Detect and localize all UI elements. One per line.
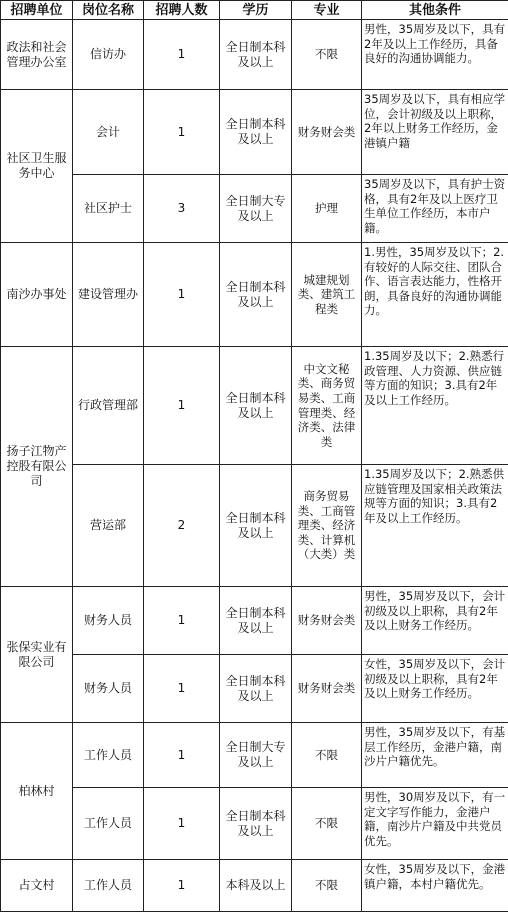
- major-cell: 财务财会类: [292, 587, 362, 655]
- table-row: [1, 175, 508, 243]
- education-cell: 全日制本科及以上: [220, 587, 292, 655]
- unit-cell: 占文村: [1, 860, 73, 912]
- header-count: 招聘人数: [144, 1, 220, 20]
- table-row: [1, 90, 508, 175]
- conditions-cell: 男性，35周岁及以下，具有2年及以上工作经历，具备良好的沟通协调能力。: [362, 20, 508, 90]
- major-cell: 不限: [292, 860, 362, 912]
- conditions-cell: 女性，35周岁及以下，金港镇户籍，本村户籍优先。: [362, 860, 508, 912]
- position-cell: 建设管理办: [73, 243, 144, 347]
- education-cell: 全日制大专及以上: [220, 723, 292, 788]
- table-row: [1, 347, 508, 465]
- conditions-cell: 1.35周岁及以下；2.熟悉供应链管理及国家相关政策法规等方面的知识；3.具有2年及以上工作经历。: [362, 465, 508, 587]
- education-cell: 全日制本科及以上: [220, 788, 292, 860]
- header-major: 专业: [292, 1, 362, 20]
- position-cell: 财务人员: [73, 655, 144, 723]
- table-row: [1, 860, 508, 912]
- position-cell: 工作人员: [73, 860, 144, 912]
- conditions-cell: 35周岁及以下，具有护士资格，具有2年及以上医疗卫生单位工作经历，本市户籍。: [362, 175, 508, 243]
- position-cell: 社区护士: [73, 175, 144, 243]
- position-cell: 工作人员: [73, 788, 144, 860]
- count-cell: 1: [144, 347, 220, 465]
- count-cell: 3: [144, 175, 220, 243]
- education-cell: 全日制本科及以上: [220, 20, 292, 90]
- major-cell: 财务财会类: [292, 655, 362, 723]
- count-cell: 1: [144, 655, 220, 723]
- count-cell: 2: [144, 465, 220, 587]
- position-cell: 信访办: [73, 20, 144, 90]
- count-cell: 1: [144, 723, 220, 788]
- major-cell: 中文文秘类、商务贸易类、工商管理类、经济类、法律类: [292, 347, 362, 465]
- count-cell: 1: [144, 587, 220, 655]
- table-row: [1, 655, 508, 723]
- conditions-cell: 男性，35周岁及以下，有基层工作经历，金港户籍，南沙片户籍优先。: [362, 723, 508, 788]
- table-row: [1, 20, 508, 90]
- major-cell: 不限: [292, 20, 362, 90]
- conditions-cell: 1.35周岁及以下；2.熟悉行政管理、人力资源、供应链等方面的知识；3.具有2年及以上工作经历。: [362, 347, 508, 465]
- education-cell: 全日制本科及以上: [220, 243, 292, 347]
- position-cell: 工作人员: [73, 723, 144, 788]
- position-cell: 行政管理部: [73, 347, 144, 465]
- table-row: [1, 788, 508, 860]
- major-cell: 不限: [292, 788, 362, 860]
- unit-cell: 张保实业有限公司: [1, 587, 73, 723]
- count-cell: 1: [144, 20, 220, 90]
- major-cell: 不限: [292, 723, 362, 788]
- position-cell: 财务人员: [73, 587, 144, 655]
- major-cell: 城建规划类、建筑工程类: [292, 243, 362, 347]
- header-row: [1, 1, 508, 20]
- count-cell: 1: [144, 860, 220, 912]
- header-unit: 招聘单位: [1, 1, 73, 20]
- table-row: [1, 465, 508, 587]
- table-row: [1, 587, 508, 655]
- education-cell: 全日制本科及以上: [220, 347, 292, 465]
- table-row: [1, 723, 508, 788]
- count-cell: 1: [144, 90, 220, 175]
- education-cell: 全日制本科及以上: [220, 465, 292, 587]
- major-cell: 商务贸易类、工商管理类、经济类、计算机（大类）类: [292, 465, 362, 587]
- education-cell: 本科及以上: [220, 860, 292, 912]
- conditions-cell: 男性，30周岁及以下，有一定文字写作能力，金港户籍，南沙片户籍及中共党员优先。: [362, 788, 508, 860]
- position-cell: 会计: [73, 90, 144, 175]
- education-cell: 全日制本科及以上: [220, 655, 292, 723]
- header-conditions: 其他条件: [362, 1, 508, 20]
- unit-cell: 扬子江物产控股有限公司: [1, 347, 73, 587]
- education-cell: 全日制本科及以上: [220, 90, 292, 175]
- education-cell: 全日制大专及以上: [220, 175, 292, 243]
- conditions-cell: 女性，35周岁及以下，会计初级及以上职称，具有2年及以上财务工作经历。: [362, 655, 508, 723]
- position-cell: 营运部: [73, 465, 144, 587]
- unit-cell: 政法和社会管理办公室: [1, 20, 73, 90]
- conditions-cell: 男性，35周岁及以下，会计初级及以上职称，具有2年及以上财务工作经历。: [362, 587, 508, 655]
- major-cell: 护理: [292, 175, 362, 243]
- unit-cell: 柏林村: [1, 723, 73, 860]
- major-cell: 财务财会类: [292, 90, 362, 175]
- count-cell: 1: [144, 243, 220, 347]
- unit-cell: 南沙办事处: [1, 243, 73, 347]
- header-education: 学历: [220, 1, 292, 20]
- conditions-cell: 35周岁及以下，具有相应学位，会计初级及以上职称，2年以上财务工作经历，金港镇户籍: [362, 90, 508, 175]
- unit-cell: 社区卫生服务中心: [1, 90, 73, 243]
- table-row: [1, 243, 508, 347]
- header-position: 岗位名称: [73, 1, 144, 20]
- count-cell: 1: [144, 788, 220, 860]
- conditions-cell: 1.男性，35周岁及以下；2.有较好的人际交往、团队合作、语言表达能力，性格开朗，具备良好的沟通协调能力。: [362, 243, 508, 347]
